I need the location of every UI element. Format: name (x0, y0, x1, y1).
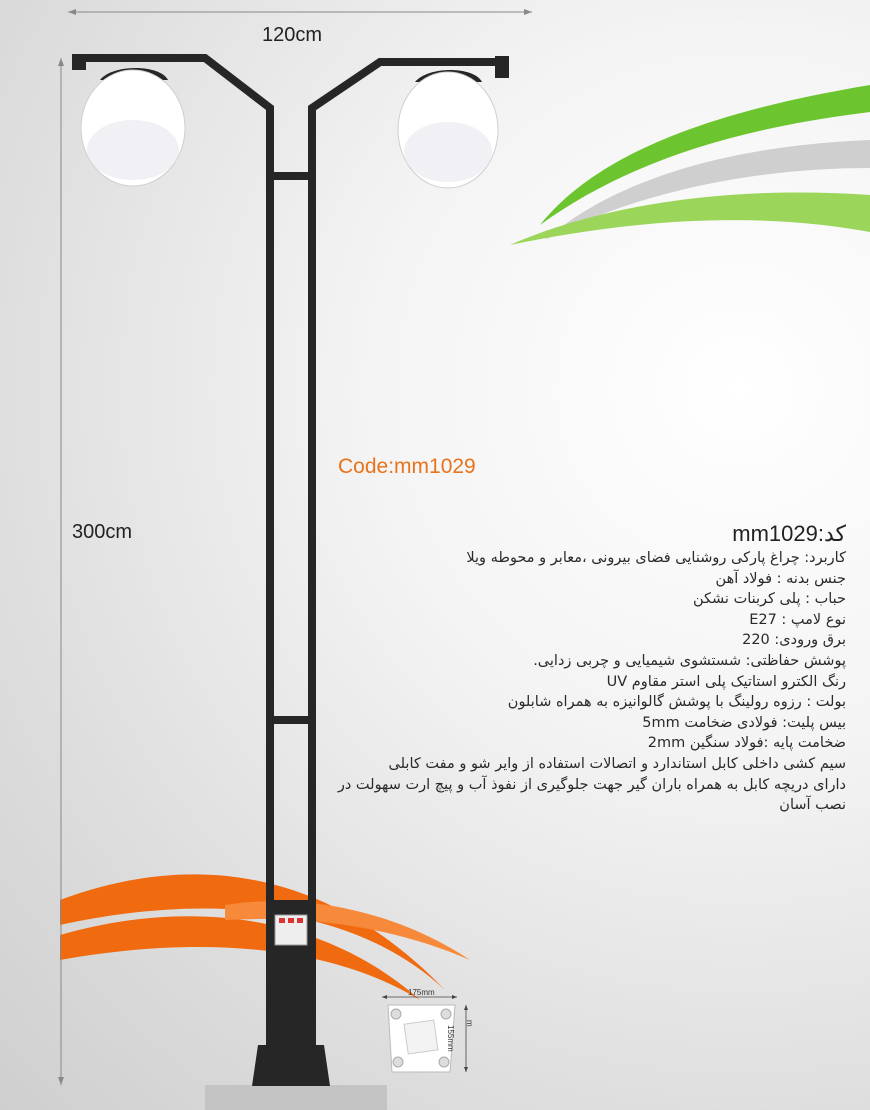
spec-line-paint: رنگ الکترو استاتیک پلی استر مقاوم UV (606, 673, 846, 690)
spec-line-cable-door: دارای دریچه کابل به همراه باران گیر جهت جلوگیری از نفوذ آب و پیچ ارت سهولت در نصب آسان (337, 776, 846, 814)
spec-line-body-material: جنس بدنه : فولاد آهن (715, 570, 846, 587)
spec-line-input-power: برق ورودی: 220 (742, 632, 846, 649)
spec-line-pole-thickness: ضخامت پایه :فولاد سنگین 2mm (647, 735, 846, 752)
spec-title: کد:mm1029 (732, 521, 846, 546)
width-dimension-label: 120cm (262, 24, 323, 46)
pole-foot (252, 1045, 330, 1086)
height-dimension-label: 300cm (72, 521, 133, 543)
ground-slab (205, 1085, 387, 1110)
spec-line-protective-coating: پوشش حفاظتی: شستشوی شیمیایی و چربی زدایی. (533, 652, 846, 669)
spec-line-bolt: بولت : رزوه رولینگ با پوشش گالوانیزه به همراه شابلون (507, 694, 846, 711)
spec-line-usage: کاربرد: چراغ پارکی روشنایی فضای بیرونی ،معابر و محوطه ویلا (466, 550, 846, 566)
spec-block (316, 520, 846, 816)
spec-line-base-plate: بیس پلیت: فولادی ضخامت 5mm (642, 714, 846, 731)
base-plate-height-label: 155mm (446, 1025, 455, 1052)
spec-line-lamp-type: نوع لامپ : E27 (749, 611, 846, 628)
base-plate-side-label: m (465, 1020, 474, 1027)
spec-line-wiring: سیم کشی داخلی کابل استاندارد و اتصالات استفاده از وایر شو و مفت کابلی (388, 755, 846, 772)
base-plate-width-label: 175mm (408, 988, 435, 997)
base-plate-drawing (382, 995, 468, 1072)
product-code-label: Code:mm1029 (338, 455, 476, 478)
spec-line-globe: حباب : پلی کربنات نشکن (692, 591, 846, 608)
